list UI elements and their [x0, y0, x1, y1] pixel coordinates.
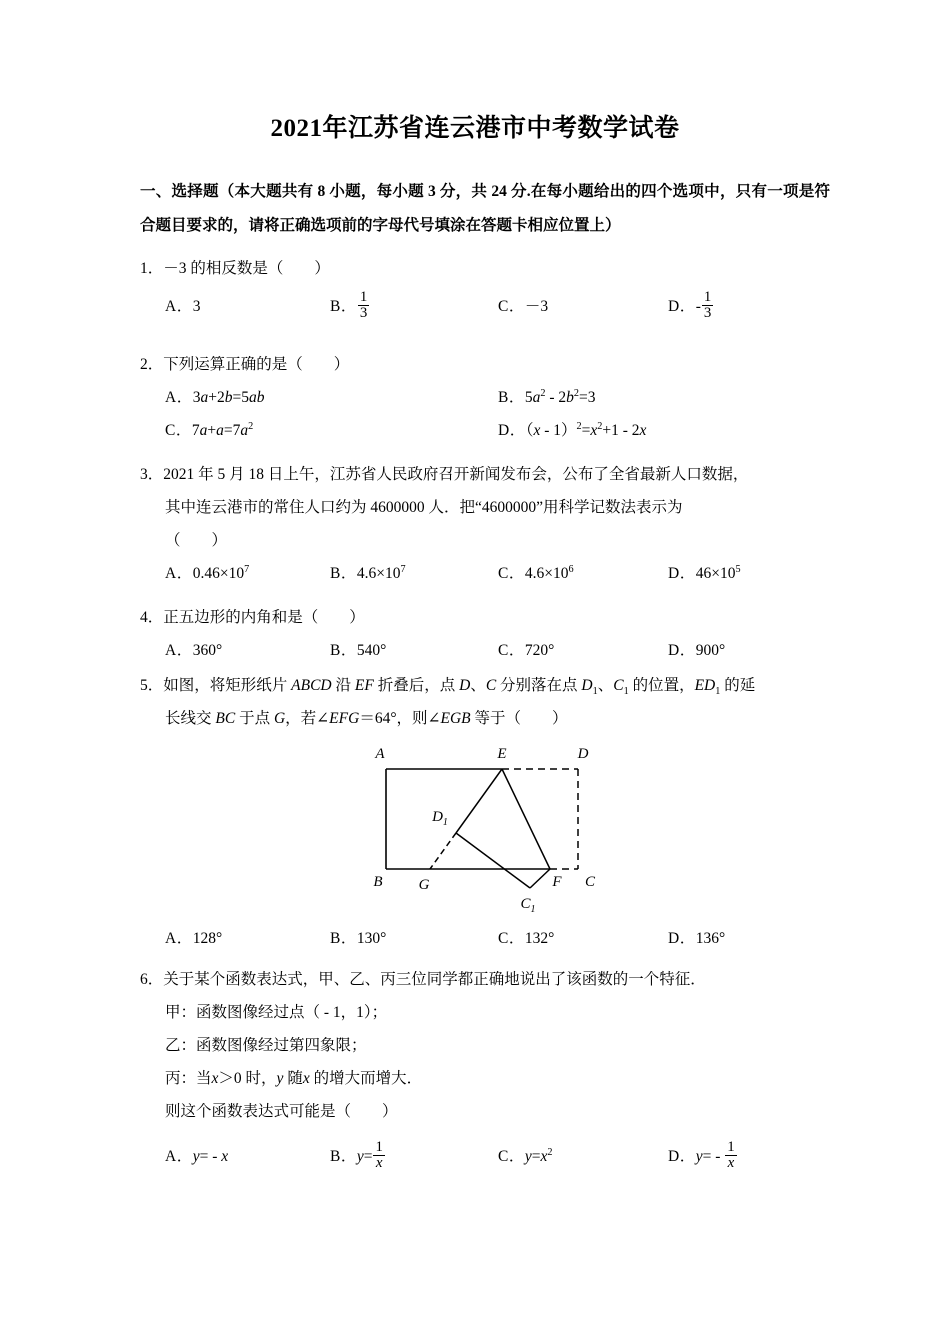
section-heading: 一、选择题（本大题共有 8 小题，每小题 3 分，共 24 分.在每小题给出的四个选项中，只有一项是符合题目要求的，请将正确选项前的字母代号填涂在答题卡相应位置上） [140, 183, 830, 234]
fraction-one-over-x [725, 1140, 736, 1172]
vertex-label-D: D [577, 746, 589, 762]
question-6-option-d[interactable] [668, 1140, 738, 1174]
denominator: x [727, 1155, 735, 1172]
option-label: D． [498, 422, 526, 439]
question-4-option-b[interactable] [330, 634, 386, 668]
question-2-option-c[interactable] [165, 414, 253, 448]
question-6-line-5: 则这个函数表达式可能是（ ） [165, 1103, 398, 1120]
question-6-option-a[interactable] [165, 1140, 228, 1174]
question-3-stem [140, 458, 840, 491]
question-6-stem [140, 963, 840, 996]
option-label: C． [498, 565, 525, 582]
question-4-number: 4． [140, 609, 164, 626]
option-label: B． [330, 565, 357, 582]
option-label: A． [165, 1148, 193, 1165]
vertex-label-C1: $C_1$ [520, 896, 536, 915]
question-2-stem [140, 348, 840, 381]
question-4-option-a[interactable] [165, 634, 222, 668]
question-4-options [140, 634, 840, 668]
question-4-stem [140, 601, 840, 634]
option-value: 132° [524, 930, 555, 947]
question-2-option-b[interactable] [498, 381, 595, 415]
option-value: 360° [192, 642, 223, 659]
vertex-label-F: F [552, 874, 562, 890]
option-mantissa: 0.46×10 [192, 565, 245, 582]
question-3-number: 3． [140, 466, 164, 483]
question-6-number: 6． [140, 971, 164, 988]
option-exponent: 6 [568, 563, 574, 575]
question-1-option-a[interactable] [165, 290, 200, 324]
fraction-one-third [702, 290, 713, 322]
denominator: x [375, 1155, 383, 1172]
option-value: y= $\frac{1}{x}$ [356, 1139, 383, 1172]
question-3-line-1: 2021 年 5 月 18 日上午，江苏省人民政府召开新闻发布会，公布了全省最新人口数据， [163, 466, 749, 483]
question-3-line-3: （ ） [165, 532, 228, 549]
option-value: 130° [356, 930, 387, 947]
question-1-stem [140, 252, 840, 285]
segment-D1C1 [456, 833, 530, 888]
option-value: 540° [356, 642, 387, 659]
question-2-option-a[interactable] [165, 381, 264, 415]
option-label: A． [165, 565, 193, 582]
option-label: C． [498, 642, 525, 659]
numerator: 1 [375, 1139, 383, 1155]
vertex-label-E: E [497, 746, 507, 762]
question-1-number: 1． [140, 260, 164, 277]
option-label: B． [330, 298, 357, 316]
question-6-line-3: 乙：函数图像经过第四象限； [165, 1037, 367, 1054]
option-value: 3a+2b=5ab [192, 389, 265, 406]
option-mantissa: 4.6×10 [356, 565, 401, 582]
page-title: 2021年江苏省连云港市中考数学试卷 [270, 115, 680, 142]
question-3-line-2: 其中连云港市的常住人口约为 4600000 人．把“4600000”用科学记数法表示为 [165, 499, 683, 516]
question-5-options [140, 922, 840, 956]
option-label: B． [330, 930, 357, 947]
option-label: A． [165, 642, 193, 659]
question-5-stem [140, 669, 840, 702]
segment-C1F [530, 869, 550, 888]
option-value: $(x - 1)^2=x^2+1 - 2x$ [525, 420, 647, 439]
vertex-label-C: C [584, 874, 596, 890]
denominator: 3 [359, 305, 368, 322]
question-1-options [140, 290, 840, 324]
option-label: D． [668, 930, 696, 947]
numerator: 1 [359, 289, 368, 305]
option-value: 136° [695, 930, 726, 947]
option-label: C． [498, 1148, 525, 1165]
question-5-option-c[interactable] [498, 922, 554, 956]
vertex-label-D1: $D_1$ [432, 809, 448, 828]
question-5-option-b[interactable] [330, 922, 386, 956]
option-label: D． [668, 565, 696, 582]
question-2-text: 下列运算正确的是（ ） [163, 356, 350, 373]
question-5-line-1: 如图，将矩形纸片 ABCD 沿 EF 折叠后，点 D、C 分别落在点 $D_1$、$C_1$ 的位置，$ED_1$ 的延 [163, 677, 756, 698]
question-5-option-d[interactable] [668, 922, 725, 956]
option-label: B． [498, 389, 525, 406]
vertex-label-B: B [373, 874, 383, 890]
option-label: C． [498, 298, 525, 315]
option-label: D． [668, 642, 696, 659]
option-label: B． [330, 642, 357, 659]
question-2-options-row2 [140, 414, 840, 448]
question-2-options-row1 [140, 381, 840, 415]
option-value: $y=x^2$ [524, 1146, 553, 1165]
question-4-option-d[interactable] [668, 634, 725, 668]
fraction-one-third [358, 290, 369, 322]
question-6-option-c[interactable] [498, 1140, 552, 1174]
question-6-line-4: 丙：当x＞0 时，y 随x 的增大而增大． [165, 1070, 423, 1087]
option-exponent: 5 [735, 563, 741, 575]
segment-D1G-dashed [430, 833, 456, 869]
question-5-figure [340, 736, 640, 916]
option-mantissa: 4.6×10 [524, 565, 569, 582]
segment-ED1 [456, 769, 502, 833]
option-value: $5a^2 - 2b^2=3$ [524, 387, 596, 406]
question-1-option-c[interactable] [498, 290, 548, 324]
option-label: A． [165, 389, 193, 406]
option-label: C． [165, 422, 192, 439]
question-6-line-2: 甲：函数图像经过点（ - 1，1）； [165, 1004, 388, 1021]
question-1-option-b[interactable] [330, 290, 370, 324]
option-value: 3 [192, 298, 201, 315]
question-3-options [140, 557, 840, 591]
option-value: 720° [524, 642, 555, 659]
option-value: 900° [695, 642, 726, 659]
question-5-number: 5． [140, 677, 164, 694]
question-2-option-d[interactable] [498, 414, 646, 448]
denominator: 3 [703, 305, 712, 322]
question-4-option-c[interactable] [498, 634, 554, 668]
option-exponent: 7 [244, 563, 250, 575]
minus-sign: - [695, 298, 701, 316]
option-exponent: 7 [400, 563, 406, 575]
question-3-option-c[interactable] [498, 557, 574, 591]
option-value: y= - $\frac{1}{x}$ [695, 1139, 735, 1172]
option-value: －3 [524, 298, 549, 315]
option-label: D． [668, 298, 696, 316]
question-6-options [140, 1140, 840, 1174]
numerator: 1 [703, 289, 712, 305]
segment-FE [502, 769, 550, 869]
question-3-option-a[interactable] [165, 557, 249, 591]
vertex-label-G: G [418, 877, 430, 893]
question-6-line-1: 关于某个函数表达式，甲、乙、丙三位同学都正确地说出了该函数的一个特征． [163, 971, 706, 988]
fraction-one-over-x [373, 1140, 384, 1172]
question-3-option-d[interactable] [668, 557, 741, 591]
question-1-text: －3 的相反数是（ ） [163, 260, 330, 277]
question-5-option-a[interactable] [165, 922, 222, 956]
option-label: C． [498, 930, 525, 947]
option-value: y= - x [192, 1148, 229, 1165]
numerator: 1 [727, 1139, 735, 1155]
option-label: D． [668, 1148, 696, 1166]
vertex-label-A: A [375, 746, 385, 762]
question-1-option-d[interactable] [668, 290, 714, 324]
option-mantissa: 46×10 [695, 565, 736, 582]
option-value: $7a+a=7a^2$ [191, 420, 254, 439]
option-label: A． [165, 930, 193, 947]
option-label: B． [330, 1148, 357, 1166]
question-4-text: 正五边形的内角和是（ ） [163, 609, 365, 626]
question-2-number: 2． [140, 356, 164, 373]
question-3-option-b[interactable] [330, 557, 406, 591]
option-value: 128° [192, 930, 223, 947]
question-6-option-b[interactable] [330, 1140, 386, 1174]
option-label: A． [165, 298, 193, 315]
question-5-line-2: 长线交 BC 于点 G，若∠EFG＝64°，则∠EGB 等于（ ） [165, 710, 568, 727]
